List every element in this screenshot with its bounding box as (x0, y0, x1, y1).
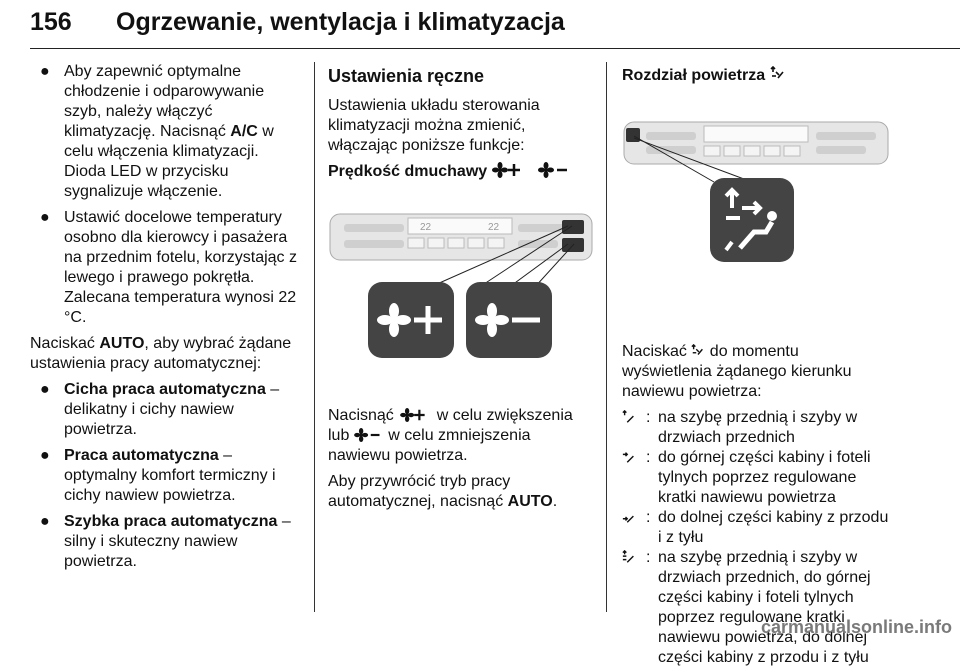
list-item: ● Ustawić docelowe temperatury osobno dla kierowcy i pasażera na przednim fotelu, korzystając z lewego i prawego pokrętła. Zalecana temperatura wynosi 22 °C. (40, 209, 297, 326)
auto-button-label: AUTO (507, 493, 553, 510)
column-divider (606, 62, 607, 612)
list-item: : do górnej części kabiny i foteli tylnych poprzez regulowane kratki nawiewu powietrza (622, 448, 892, 508)
air-distribution-icon (770, 66, 786, 82)
climate-panel-illustration (622, 112, 892, 302)
fan-plus-icon (492, 162, 534, 178)
fan-paragraph: Nacisnąć w celu zwiększenia lub w celu zmniejszenia nawiewu powietrza. (328, 407, 573, 464)
column-left (30, 62, 302, 578)
auto-paragraph: Aby przywrócić tryb pracy automatycznej, nacisnąć AUTO. (328, 473, 558, 510)
airflow-all-icon (622, 550, 636, 564)
watermark: carmanualsonline.info (760, 617, 952, 637)
list-item: : do dolnej części kabiny z przodu i z tyłu (622, 508, 892, 548)
auto-button-label: AUTO (99, 335, 145, 352)
intro-paragraph: Naciskać do momentu wyświetlenia żądanego kierunku nawiewu powietrza: (622, 343, 852, 400)
airflow-upper-icon (622, 450, 636, 464)
panel-display-left: 22 (420, 222, 432, 233)
list-item: : na szybę przednią i szyby w drzwiach przednich, do górnej części kabiny i foteli tylnych poprzez regulowane kratki nawiewu powietrza, do dolnej części kabiny z przodu i z tyłu (622, 548, 892, 668)
bullet-icon: ● (40, 209, 50, 226)
page-title: Ogrzewanie, wentylacja i klimatyzacja (116, 8, 565, 36)
bullet-icon: ● (40, 513, 50, 530)
header-rule (30, 48, 960, 49)
column-middle (328, 62, 594, 518)
fan-minus-icon (538, 162, 572, 178)
bullet-icon: ● (40, 381, 50, 398)
page-header (30, 6, 930, 52)
fan-plus-icon (398, 408, 432, 422)
air-distribution-icon (691, 344, 705, 358)
list-item: ● Aby zapewnić optymalne chłodzenie i odparowywanie szyb, należy włączyć klimatyzację. Nacisnąć A/C w celu włączenia klimatyzacji. Dioda LED w przycisku sygnalizuje włączenie. (40, 63, 274, 200)
page-number: 156 (30, 8, 72, 36)
list-item: : na szybę przednią i szyby w drzwiach przednich (622, 408, 892, 448)
ac-button-label: A/C (230, 123, 258, 140)
bullet-icon: ● (40, 447, 50, 464)
list-item: ● Szybka praca automatyczna – silny i skuteczny nawiew powietrza. (40, 513, 291, 570)
list-item: ● Praca automatyczna – optymalny komfort termiczny i cichy nawiew powietrza. (40, 447, 276, 504)
airflow-windscreen-icon (622, 410, 636, 424)
auto-paragraph: Naciskać AUTO, aby wybrać żądane ustawienia pracy automatycznej: (30, 335, 292, 372)
airflow-footwell-icon (622, 510, 636, 524)
column-right (622, 62, 892, 668)
list-item: ● Cicha praca automatyczna – delikatny i cichy nawiew powietrza. (40, 381, 280, 438)
section-heading: Rozdział powietrza (622, 66, 892, 86)
bullet-icon: ● (40, 63, 50, 80)
intro-paragraph: Ustawienia układu sterowania klimatyzacji można zmienić, włączając poniższe funkcje: (328, 97, 540, 154)
fan-minus-icon (354, 428, 384, 442)
panel-display-right: 22 (488, 222, 500, 233)
climate-panel-illustration (328, 196, 594, 376)
subsection-heading: Prędkość dmuchawy (328, 162, 594, 182)
air-distribution-figure (622, 112, 892, 302)
fan-speed-figure (328, 196, 594, 376)
section-heading: Ustawienia ręczne (328, 66, 485, 86)
column-divider (314, 62, 315, 612)
